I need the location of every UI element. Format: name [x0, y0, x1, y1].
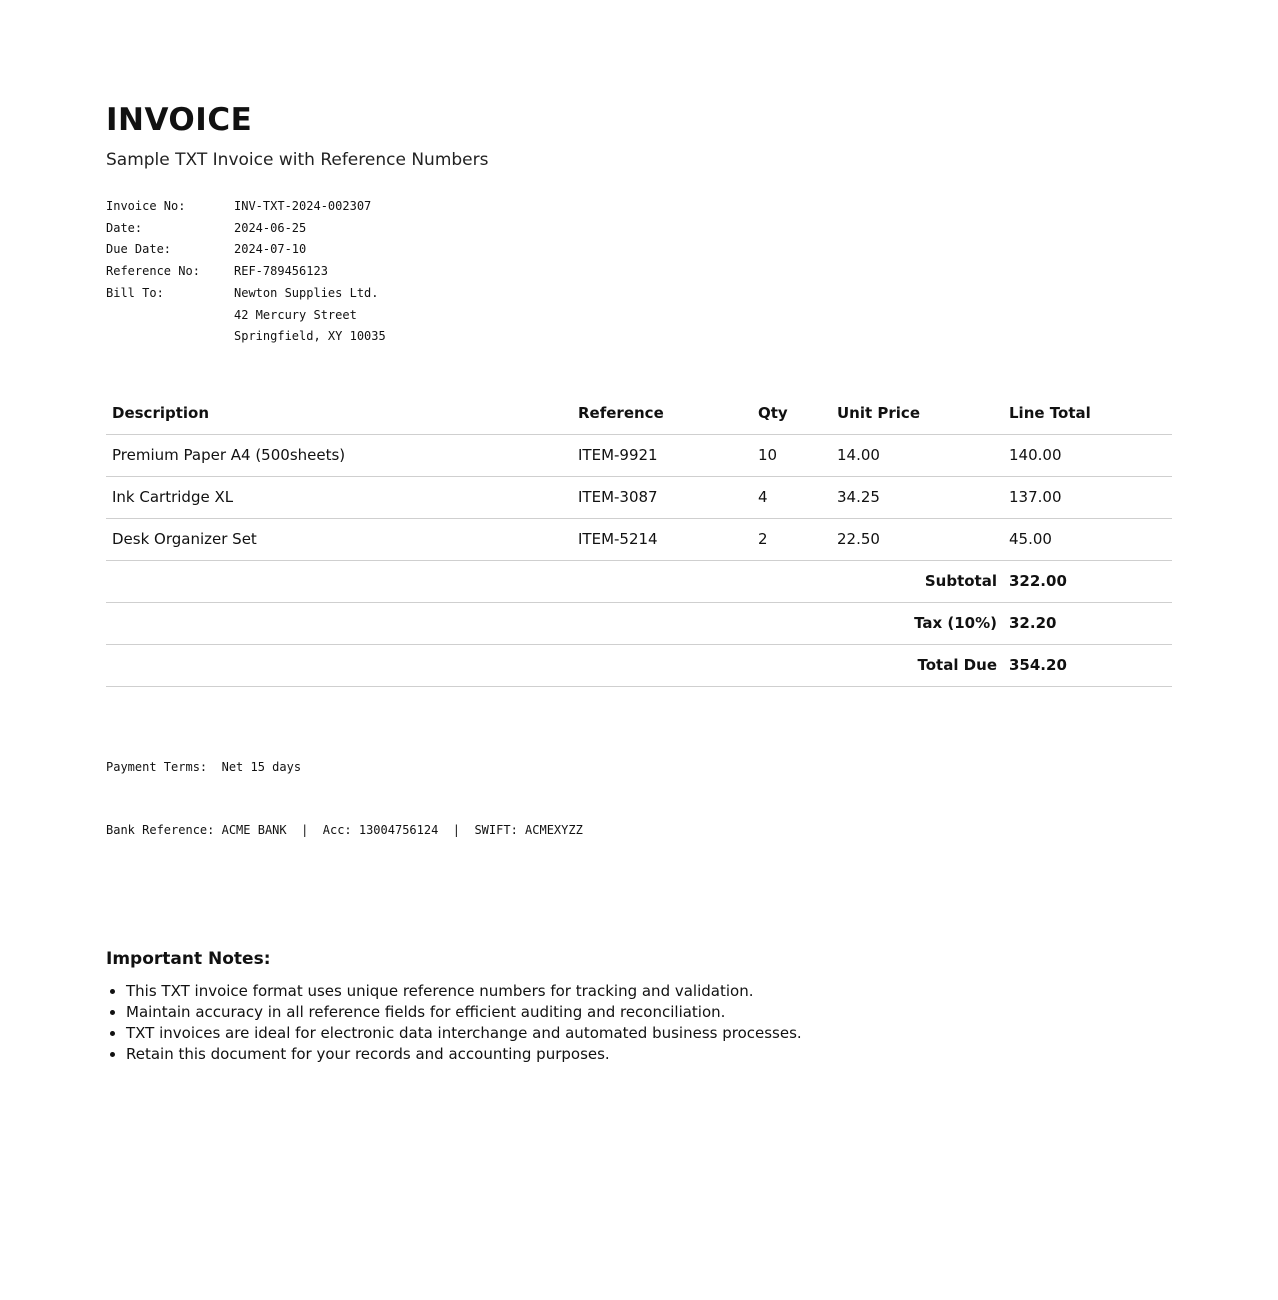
total-due-label: Total Due	[106, 644, 1003, 686]
tax-label: Tax (10%)	[106, 602, 1003, 644]
invoice-page	[106, 100, 1172, 1065]
meta-row-bill-to-2	[106, 305, 1172, 327]
header-qty: Qty	[752, 392, 831, 435]
payment-info	[106, 715, 1172, 883]
notes-list	[106, 981, 1172, 1065]
invoice-meta	[106, 196, 1172, 348]
cell-reference: ITEM-3087	[572, 476, 752, 518]
cell-unit-price: 14.00	[831, 434, 1003, 476]
table-row	[106, 518, 1172, 560]
list-item: • Maintain accuracy in all reference fields for efficient auditing and reconciliation.	[126, 1002, 1172, 1023]
cell-unit-price: 22.50	[831, 518, 1003, 560]
header-description: Description	[106, 392, 572, 435]
list-item: • TXT invoices are ideal for electronic data interchange and automated business processes.	[126, 1023, 1172, 1044]
list-item: • Retain this document for your records and accounting purposes.	[126, 1044, 1172, 1065]
bank-reference: Bank Reference: ACME BANK | Acc: 13004756124 | SWIFT: ACMEXYZZ	[106, 822, 583, 837]
bill-to-line: Newton Supplies Ltd.	[234, 285, 379, 300]
total-due-row	[106, 644, 1172, 686]
due-date-label: Due Date:	[106, 242, 172, 257]
cell-qty: 4	[752, 476, 831, 518]
table-row	[106, 476, 1172, 518]
tax-row	[106, 602, 1172, 644]
cell-description: Ink Cartridge XL	[106, 476, 572, 518]
subtotal-row	[106, 560, 1172, 602]
meta-row-invoice-no	[106, 196, 1172, 218]
bill-to-line: Springfield, XY 10035	[234, 329, 386, 344]
invoice-no-value: INV-TXT-2024-002307	[234, 199, 372, 213]
bill-to-line: 42 Mercury Street	[234, 307, 357, 322]
meta-row-due-date	[106, 239, 1172, 261]
header-line-total: Line Total	[1003, 392, 1172, 435]
header-reference: Reference	[572, 392, 752, 435]
date-value: 2024-06-25	[234, 220, 307, 235]
invoice-subtitle: Sample TXT Invoice with Reference Numbers	[106, 150, 489, 170]
date-label: Date:	[106, 220, 143, 235]
cell-qty: 10	[752, 434, 831, 476]
due-date-value: 2024-07-10	[234, 242, 307, 257]
subtotal-value: 322.00	[1003, 560, 1172, 602]
invoice-title: INVOICE	[106, 102, 253, 138]
cell-description: Premium Paper A4 (500sheets)	[106, 434, 572, 476]
tax-value: 32.20	[1003, 602, 1172, 644]
cell-unit-price: 34.25	[831, 476, 1003, 518]
subtotal-label: Subtotal	[106, 560, 1003, 602]
total-due-value: 354.20	[1003, 644, 1172, 686]
header-unit-price: Unit Price	[831, 392, 1003, 435]
table-row	[106, 434, 1172, 476]
list-item: • This TXT invoice format uses unique reference numbers for tracking and validation.	[126, 981, 1172, 1002]
table-header-row	[106, 392, 1172, 435]
cell-line-total: 137.00	[1003, 476, 1172, 518]
meta-row-date	[106, 218, 1172, 240]
cell-reference: ITEM-9921	[572, 434, 752, 476]
notes-heading: Important Notes:	[106, 948, 271, 969]
cell-line-total: 45.00	[1003, 518, 1172, 560]
meta-row-bill-to	[106, 283, 1172, 305]
line-items-table	[106, 392, 1172, 687]
bill-to-label: Bill To:	[106, 285, 164, 300]
cell-qty: 2	[752, 518, 831, 560]
meta-row-reference	[106, 261, 1172, 283]
reference-value: REF-789456123	[234, 264, 328, 279]
reference-label: Reference No:	[106, 264, 200, 279]
cell-description: Desk Organizer Set	[106, 518, 572, 560]
meta-row-bill-to-3	[106, 326, 1172, 348]
payment-terms: Payment Terms: Net 15 days	[106, 759, 302, 774]
cell-reference: ITEM-5214	[572, 518, 752, 560]
invoice-no-label: Invoice No:	[106, 199, 186, 213]
cell-line-total: 140.00	[1003, 434, 1172, 476]
